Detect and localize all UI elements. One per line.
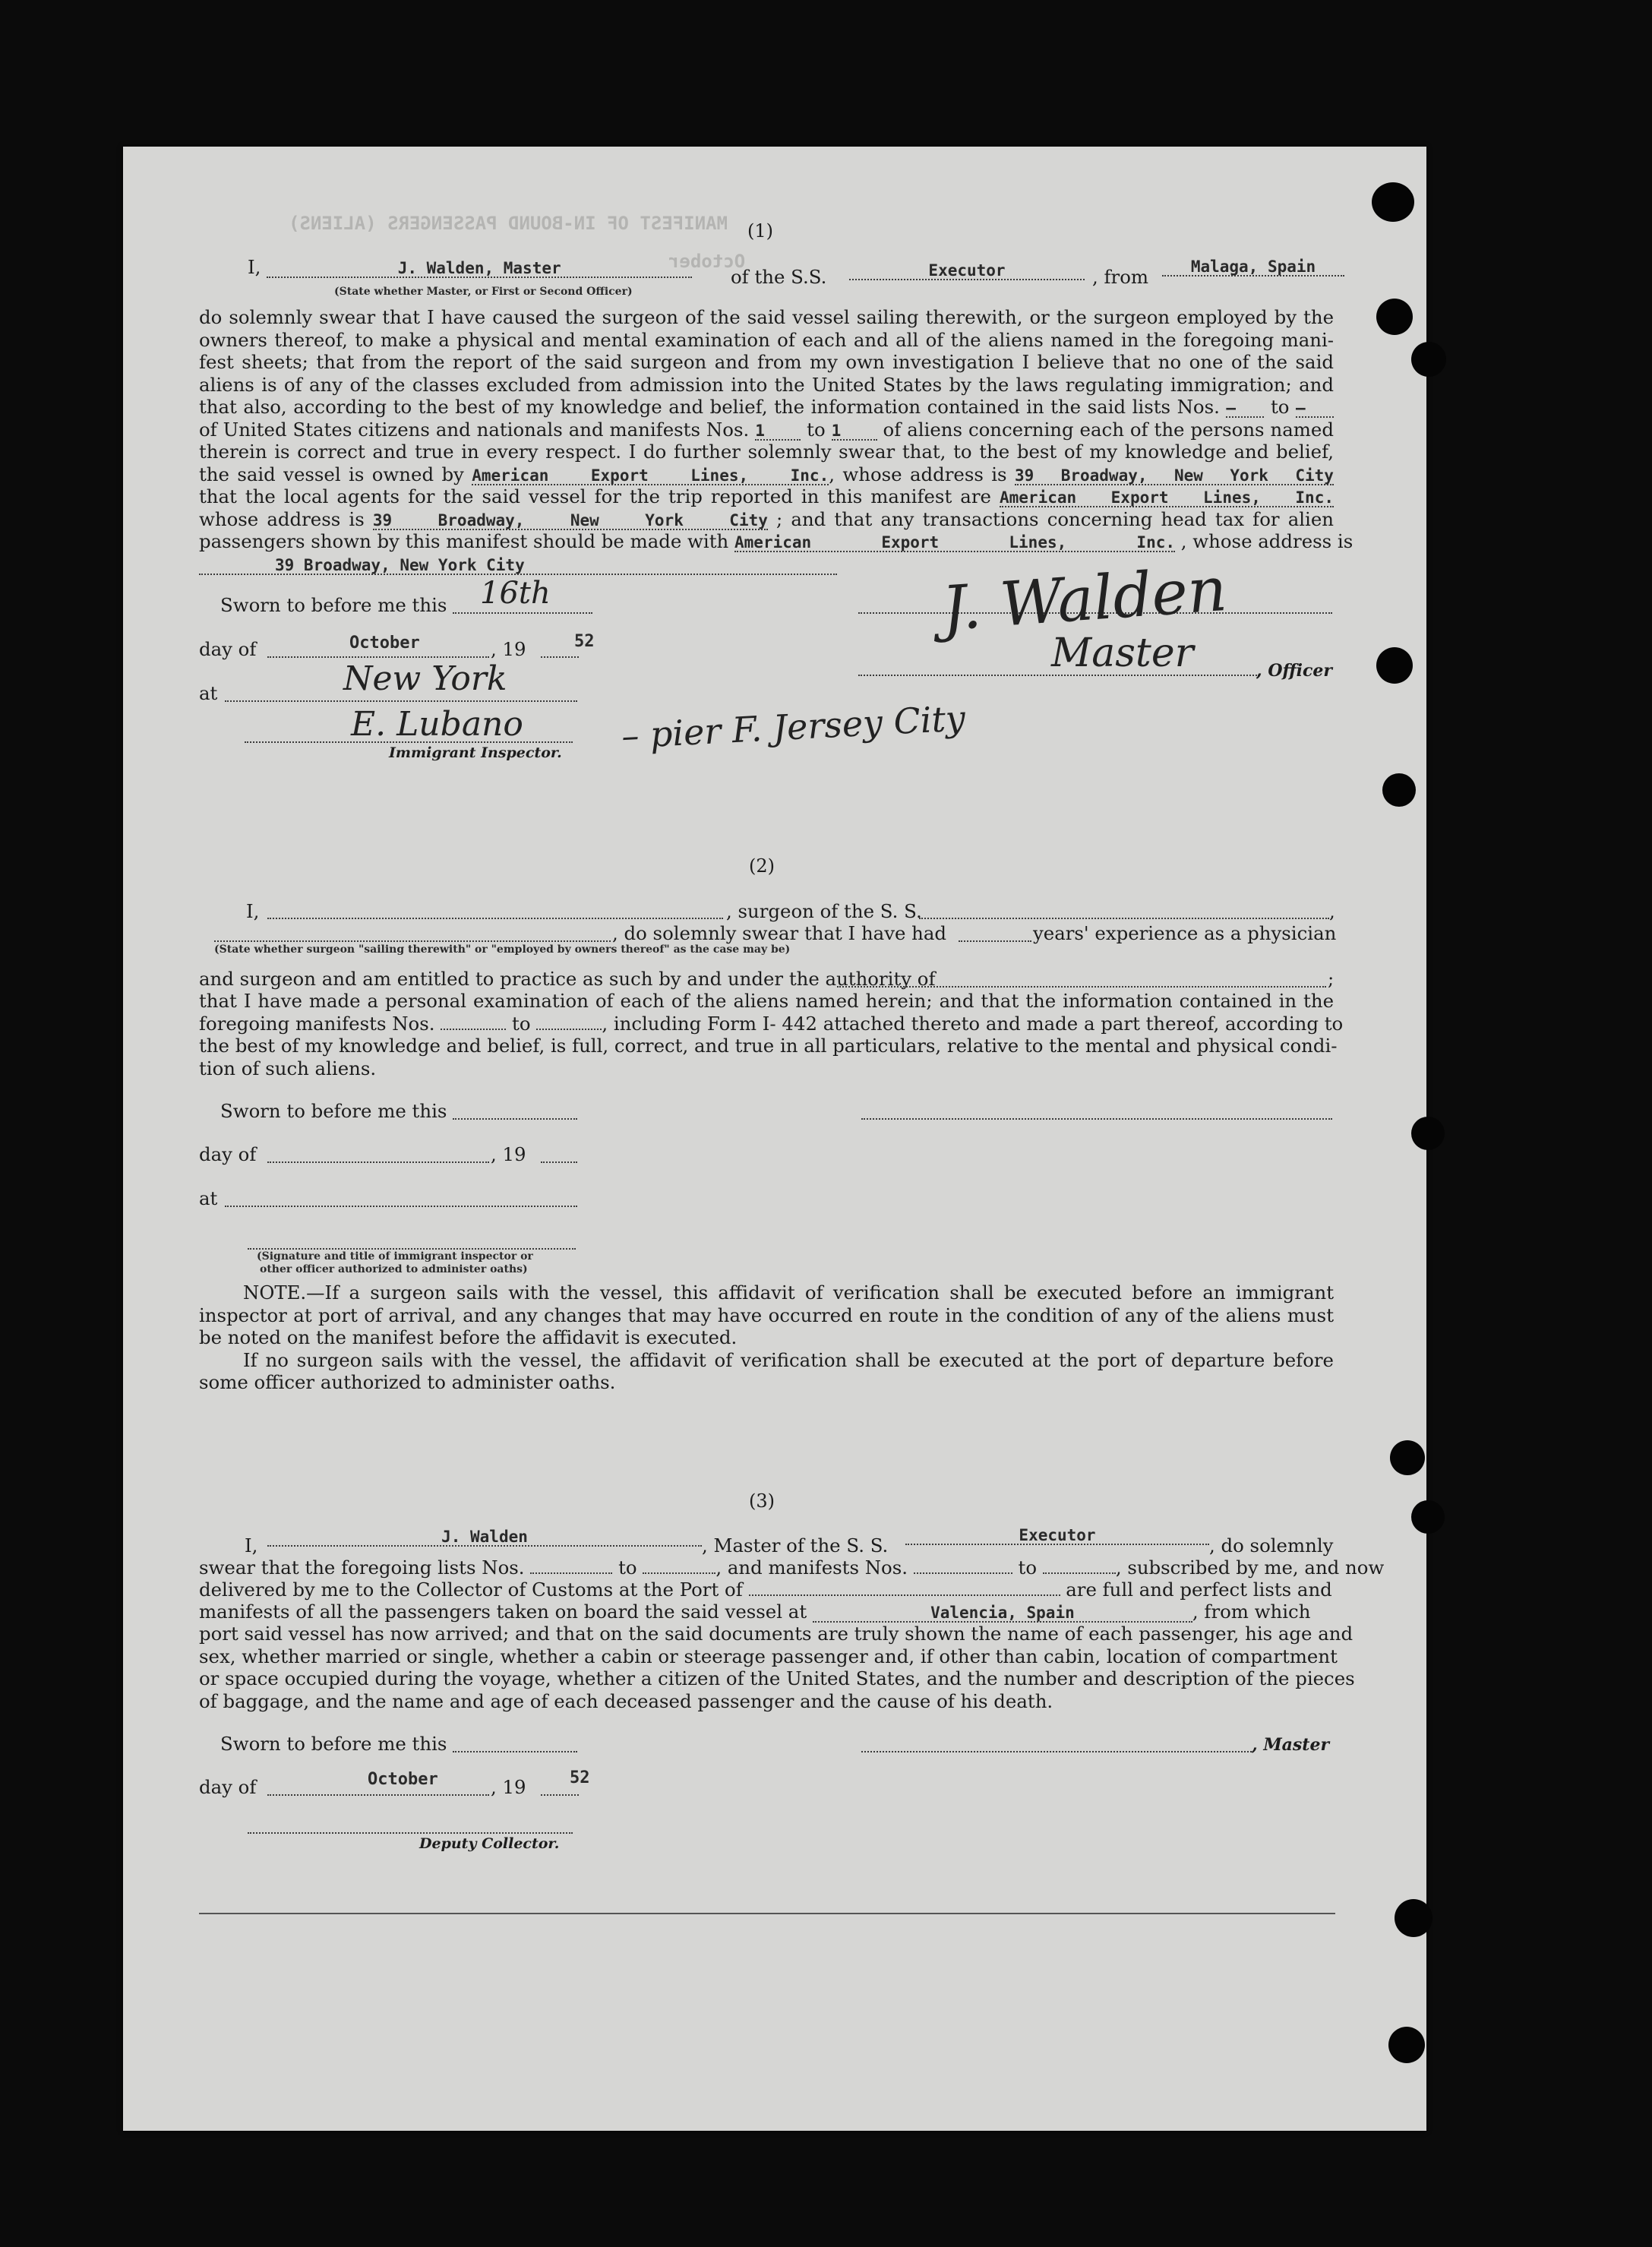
s2-years-line	[959, 940, 1031, 942]
s1-whose-address: whose address is	[842, 463, 1007, 485]
s2-year-line	[541, 1161, 577, 1163]
s3-month-line	[267, 1794, 489, 1796]
s2-surgeon-of-text: surgeon of the S. S.	[738, 900, 922, 922]
s3-i-label: I,	[245, 1534, 258, 1556]
section-1-number: (1)	[747, 220, 773, 242]
section-3-number: (3)	[749, 1490, 775, 1512]
s3-line-4	[199, 1601, 1310, 1623]
s1-line-10	[199, 508, 1334, 531]
s1-month-line	[267, 656, 489, 658]
s2-note-line-4: If no surgeon sails with the vessel, the affidavit of verification shall be executed at the port of departure before	[243, 1348, 1334, 1371]
s1-manifests-text-a: of United States citizens and nationals and manifests Nos.	[199, 418, 750, 441]
s2-authority-line	[837, 986, 1326, 988]
s1-agents-address-field: 39 Broadway, New York City	[372, 510, 768, 529]
s3-body	[199, 1623, 1355, 1712]
s1-lists-from: —	[1226, 400, 1264, 418]
s1-at-label: at	[199, 682, 218, 704]
s2-semicolon: ;	[1328, 968, 1335, 990]
punch-hole	[1372, 182, 1414, 222]
s1-owned-by: the said vessel is owned by	[199, 463, 464, 485]
s3-swear-a: swear that the foregoing lists Nos.	[199, 1556, 525, 1579]
s1-header-line	[248, 256, 692, 278]
s2-note-body	[199, 1282, 1334, 1394]
s2-authority-text: and surgeon and am entitled to practice as such by and under the authority of	[199, 968, 936, 990]
s1-sworn-day-line	[453, 612, 592, 614]
s1-sworn-day: 16th	[480, 576, 551, 611]
s3-and-manifests: , and manifests Nos.	[715, 1556, 908, 1579]
s1-line-1: do solemnly swear that I have caused the surgeon of the said vessel sailing therewith, or the surgeon employed by the	[199, 306, 1334, 328]
s1-month: October	[349, 634, 420, 653]
s1-line-11	[199, 530, 1354, 553]
s3-line-2	[199, 1556, 1384, 1579]
bottom-rule	[199, 1913, 1335, 1914]
bleed-through-title: MANIFEST OF IN-BOUND PASSENGERS (ALIENS)	[289, 213, 728, 234]
s1-master-title: Master	[1051, 630, 1194, 676]
s3-do-solemnly: , do solemnly	[1209, 1534, 1334, 1556]
s2-sig-line	[861, 1118, 1332, 1120]
punch-hole	[1376, 299, 1413, 335]
s3-master-of: , Master of the S. S.	[702, 1534, 889, 1556]
punch-hole	[1388, 2027, 1425, 2063]
s1-head-tax-text: ; and that any transactions concerning head tax for alien	[776, 507, 1334, 530]
s2-surgeon-line	[214, 940, 611, 942]
s3-full-lists: are full and perfect lists and	[1066, 1579, 1332, 1601]
s1-port-field: Malaga, Spain	[1162, 258, 1344, 277]
s3-body-line-1: port said vessel has now arrived; and that on the said documents are truly shown the name of each passenger, his age and	[199, 1623, 1354, 1645]
s1-to-2: to	[807, 418, 826, 441]
s1-manifests-text-b: of aliens concerning each of the persons named	[883, 418, 1334, 441]
s1-line-5	[199, 396, 1334, 419]
s3-manifests-to	[1043, 1572, 1116, 1574]
s2-day-of-label: day of	[199, 1143, 257, 1165]
punch-hole	[1411, 342, 1446, 377]
s2-sig-note-1: (Signature and title of immigrant inspector or	[257, 1250, 533, 1263]
s1-master-signature: J. Walden	[940, 554, 1230, 644]
s3-year-line	[541, 1794, 579, 1796]
s1-inspector-signature: E. Lubano	[351, 705, 523, 744]
s2-note-line-3: be noted on the manifest before the affidavit is executed.	[199, 1326, 738, 1348]
s1-line-2: owners thereof, to make a physical and mental examination of each and all of the aliens named in the foregoing mani-	[199, 328, 1334, 351]
s1-agents-field: American Export Lines, Inc.	[1000, 488, 1334, 507]
s2-note-line-2: inspector at port of arrival, and any changes that may have occurred en route in the condition of any of the aliens must	[199, 1304, 1334, 1326]
s1-officer-line	[858, 675, 1259, 676]
s2-surgeon-of: , surgeon of the S. S.	[726, 900, 922, 922]
s3-manifests-of: manifests of all the passengers taken on board the said vessel at	[199, 1601, 807, 1623]
s1-i-label: I,	[248, 256, 261, 278]
s3-collector-label: Deputy Collector.	[419, 1835, 560, 1852]
punch-hole	[1390, 1440, 1425, 1475]
bleed-through-date: October	[668, 251, 746, 272]
s1-agents-text: that the local agents for the said vessel for the trip reported in this manifest are	[199, 485, 991, 507]
s2-at-line	[225, 1206, 577, 1207]
s1-year-line	[541, 656, 579, 658]
section-2-number: (2)	[749, 855, 775, 877]
s1-owner-field: American Export Lines, Inc.	[472, 466, 829, 485]
s3-day-of-label: day of	[199, 1776, 257, 1798]
s2-note-line-1: NOTE.—If a surgeon sails with the vessel, this affidavit of verification shall be executed before an immigrant	[243, 1282, 1334, 1304]
s2-line-2	[199, 1012, 1344, 1035]
s1-passengers-text: passengers shown by this manifest should be made with	[199, 530, 729, 552]
s3-collector-port	[749, 1594, 1060, 1596]
s3-delivered: delivered by me to the Collector of Customs at the Port of	[199, 1579, 743, 1601]
s3-lists-to	[643, 1572, 715, 1574]
s2-note: (State whether surgeon "sailing therewith" or "employed by owners thereof" as the case may be)	[214, 943, 791, 956]
s3-body-line-2: sex, whether married or single, whether a cabin or steerage passenger and, if other than cabin, location of compartment	[199, 1645, 1338, 1667]
s1-inspector-line	[245, 741, 573, 743]
s3-body-line-3: or space occupied during the voyage, whether a citizen of the United States, and the number and description of the pieces	[199, 1667, 1355, 1689]
s1-vessel-field: Executor	[849, 262, 1085, 280]
s1-manifests-to: 1	[832, 422, 877, 441]
s3-subscribed: , subscribed by me, and now	[1115, 1556, 1385, 1579]
s3-manifests-from	[914, 1572, 1012, 1574]
s2-sworn-label: Sworn to before me this	[220, 1100, 447, 1122]
s1-whose-address-3: , whose address is	[1180, 530, 1354, 552]
s3-master-line	[861, 1751, 1252, 1752]
punch-hole	[1382, 773, 1416, 807]
s2-at-label: at	[199, 1187, 218, 1209]
s2-month-line	[267, 1161, 489, 1163]
s3-master-name-field: J. Walden	[267, 1528, 702, 1547]
s2-years-text: years' experience as a physician	[1033, 922, 1337, 944]
s3-collector-line	[248, 1832, 573, 1834]
s3-vessel-field: Executor	[905, 1527, 1209, 1545]
s1-from-word: from	[1104, 266, 1149, 288]
s1-place: New York	[343, 659, 507, 698]
s1-line-8: the said vessel is owned by American Export Lines, Inc., whose address is 39 Broadway, New York City	[199, 463, 1334, 485]
punch-hole	[1411, 1117, 1445, 1150]
s1-year: 52	[574, 632, 595, 651]
s1-line-6	[199, 419, 1334, 441]
s1-year-prefix: , 19	[491, 638, 526, 660]
s1-lists-to: —	[1296, 400, 1334, 418]
s2-to: to	[512, 1012, 531, 1035]
s2-year-prefix: , 19	[491, 1143, 526, 1165]
s1-manifests-from: 1	[755, 422, 801, 441]
s2-name-line	[267, 918, 723, 919]
s3-year-prefix: , 19	[491, 1776, 526, 1798]
s2-vessel-line	[919, 918, 1329, 919]
s1-whose-address-2: whose address is	[199, 507, 365, 530]
s2-foregoing-a: foregoing manifests Nos.	[199, 1012, 435, 1035]
s1-line-7: therein is correct and true in every respect. I do further solemnly swear that, to the best of my knowledge and belief,	[199, 441, 1334, 463]
s2-body	[199, 990, 1344, 1079]
s2-manifest-from	[441, 1029, 506, 1030]
s3-to: to	[618, 1556, 637, 1579]
s2-line-4: tion of such aliens.	[199, 1057, 377, 1079]
s2-line-3: the best of my knowledge and belief, is full, correct, and true in all particulars, relative to the mental and physical condi-	[199, 1035, 1338, 1057]
s1-line-5-text: that also, according to the best of my knowledge and belief, the information contained in the said lists Nos.	[199, 396, 1220, 418]
s2-comma: ,	[1329, 900, 1335, 922]
s1-of-ss-label: of the S.S.	[731, 266, 827, 288]
s1-owner-address-field: 39 Broadway, New York City	[1014, 466, 1334, 485]
s3-year: 52	[570, 1768, 590, 1787]
s2-line-1: that I have made a personal examination of each of the aliens named herein; and that the information contained in the	[199, 990, 1334, 1012]
s1-line-4: aliens is of any of the classes excluded from admission into the United States by the laws regulating immigration; and	[199, 373, 1334, 396]
s1-sworn-label: Sworn to before me this	[220, 594, 447, 616]
s3-month: October	[368, 1770, 438, 1789]
s1-from-label: , from	[1092, 266, 1149, 288]
s2-sig-note-2: other officer authorized to administer oaths)	[260, 1263, 528, 1275]
s2-swear-text: , do solemnly swear that I have had	[612, 922, 947, 944]
s3-sworn-line	[453, 1751, 577, 1752]
s2-inspector-line	[248, 1248, 576, 1250]
s3-master-label: , Master	[1252, 1735, 1330, 1755]
s2-i-label: I,	[246, 900, 260, 922]
s1-inspector-label: Immigrant Inspector.	[389, 744, 562, 761]
s1-line-3: fest sheets; that from the report of the said surgeon and from my own investigation I believe that no one of the said	[199, 351, 1334, 373]
s2-year-prefix-text: 19	[502, 1143, 526, 1165]
s1-officer-label: , Officer	[1256, 661, 1333, 681]
s3-year-prefix-text: 19	[502, 1776, 526, 1798]
punch-hole	[1411, 1500, 1445, 1534]
s2-note-line-5: some officer authorized to administer oaths.	[199, 1371, 616, 1393]
s3-line-3	[199, 1579, 1332, 1601]
s1-day-of-label: day of	[199, 638, 257, 660]
s1-head-tax-agent-field: American Export Lines, Inc.	[734, 533, 1176, 551]
s3-body-line-4: of baggage, and the name and age of each deceased passenger and the cause of his death.	[199, 1689, 1053, 1712]
s1-master-note: (State whether Master, or First or Second Officer)	[334, 286, 633, 298]
s1-line-9	[199, 485, 1334, 508]
s2-manifest-to	[536, 1029, 602, 1030]
s3-sworn-label: Sworn to before me this	[220, 1733, 447, 1755]
s1-year-prefix-text: 19	[502, 638, 526, 660]
s1-head-tax-address-field: 39 Broadway, New York City	[199, 557, 837, 575]
s1-place-line	[225, 700, 577, 702]
punch-hole	[1376, 647, 1413, 684]
s3-lists-from	[530, 1572, 612, 1574]
s2-foregoing-b: , including Form I- 442 attached thereto and made a part thereof, according to	[602, 1012, 1344, 1035]
s1-master-name-field: J. Walden, Master	[267, 260, 692, 278]
s3-to-2: to	[1018, 1556, 1038, 1579]
s3-port-field: Valencia, Spain	[813, 1604, 1192, 1623]
s3-from-which: , from which	[1192, 1601, 1311, 1623]
punch-hole	[1395, 1899, 1432, 1937]
s1-inspector-note: – pier F. Jersey City	[620, 697, 967, 757]
s1-to: to	[1270, 396, 1290, 418]
s1-body	[199, 306, 1354, 575]
s2-sworn-line	[453, 1118, 577, 1120]
